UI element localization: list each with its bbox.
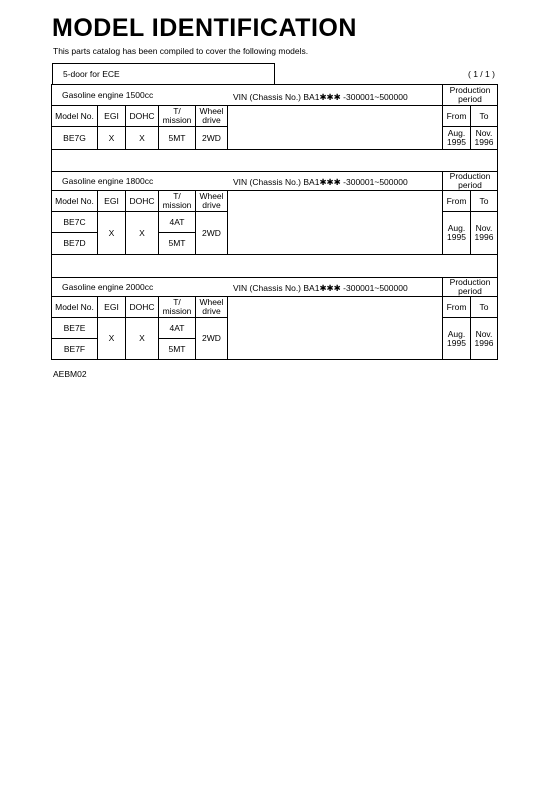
header-dohc: DOHC [126,297,159,318]
blank-column [228,297,443,359]
production-period-header: Production period [443,85,497,106]
header-dohc: DOHC [126,191,159,212]
page-indicator: ( 1 / 1 ) [468,69,495,79]
header-wheel-drive: Wheel drive [196,191,228,212]
header-model-no: Model No. [52,191,98,212]
from-cell: Aug. 1995 [443,212,471,255]
production-period-header: Production period [443,278,497,297]
header-model-no: Model No. [52,106,98,127]
header-from: From [443,191,471,212]
to-cell: Nov. 1996 [471,127,497,150]
variant-tab [52,63,275,84]
blank-column [228,191,443,255]
model-no-cell: BE7G [52,127,98,150]
header-model-no: Model No. [52,297,98,318]
transmission-cell: 5MT [159,339,196,359]
header-transmission: T/ mission [159,191,196,212]
section-separator [52,150,497,172]
model-no-cell: BE7D [52,233,98,255]
header-to: To [471,191,497,212]
header-transmission: T/ mission [159,297,196,318]
transmission-cell: 5MT [159,127,196,150]
transmission-cell: 4AT [159,318,196,339]
production-period-header: Production period [443,172,497,191]
to-cell: Nov. 1996 [471,212,497,255]
engine-section-2000 [52,278,497,359]
transmission-cell: 4AT [159,212,196,233]
dohc-cell: X [126,212,159,255]
transmission-cell: 5MT [159,233,196,255]
header-dohc: DOHC [126,106,159,127]
header-egi: EGI [98,297,126,318]
engine-label: Gasoline engine 1500cc [62,89,154,100]
header-wheel-drive: Wheel drive [196,297,228,318]
from-cell: Aug. 1995 [443,318,471,359]
header-from: From [443,297,471,318]
engine-section-1500 [52,85,497,150]
from-cell: Aug. 1995 [443,127,471,150]
header-to: To [471,106,497,127]
engine-label: Gasoline engine 1800cc [62,175,154,186]
blank-column [228,106,443,150]
vin-range: VIN (Chassis No.) BA1✱✱✱ -300001~500000 [233,283,408,293]
document-code: AEBM02 [53,369,87,379]
wheel-drive-cell: 2WD [196,318,228,359]
dohc-cell: X [126,318,159,359]
header-egi: EGI [98,106,126,127]
model-identification-table [51,84,498,360]
header-to: To [471,297,497,318]
model-no-cell: BE7C [52,212,98,233]
header-transmission: T/ mission [159,106,196,127]
engine-section-1800 [52,172,497,255]
model-no-cell: BE7E [52,318,98,339]
model-no-cell: BE7F [52,339,98,359]
vin-range: VIN (Chassis No.) BA1✱✱✱ -300001~500000 [233,177,408,187]
section-separator [52,255,497,278]
to-cell: Nov. 1996 [474,328,494,348]
header-wheel-drive: Wheel drive [196,106,228,127]
egi-cell: X [98,212,126,255]
page-subtitle: This parts catalog has been compiled to cover the following models. [53,46,309,56]
egi-cell: X [98,127,126,150]
header-egi: EGI [98,191,126,212]
dohc-cell: X [126,127,159,150]
wheel-drive-cell: 2WD [196,212,228,255]
page-title: MODEL IDENTIFICATION [52,14,357,42]
egi-cell: X [98,318,126,359]
header-from: From [443,106,471,127]
variant-tab-label: 5-door for ECE [63,69,120,79]
wheel-drive-cell: 2WD [196,127,228,150]
engine-label: Gasoline engine 2000cc [62,281,154,292]
vin-range: VIN (Chassis No.) BA1✱✱✱ -300001~500000 [233,92,408,102]
